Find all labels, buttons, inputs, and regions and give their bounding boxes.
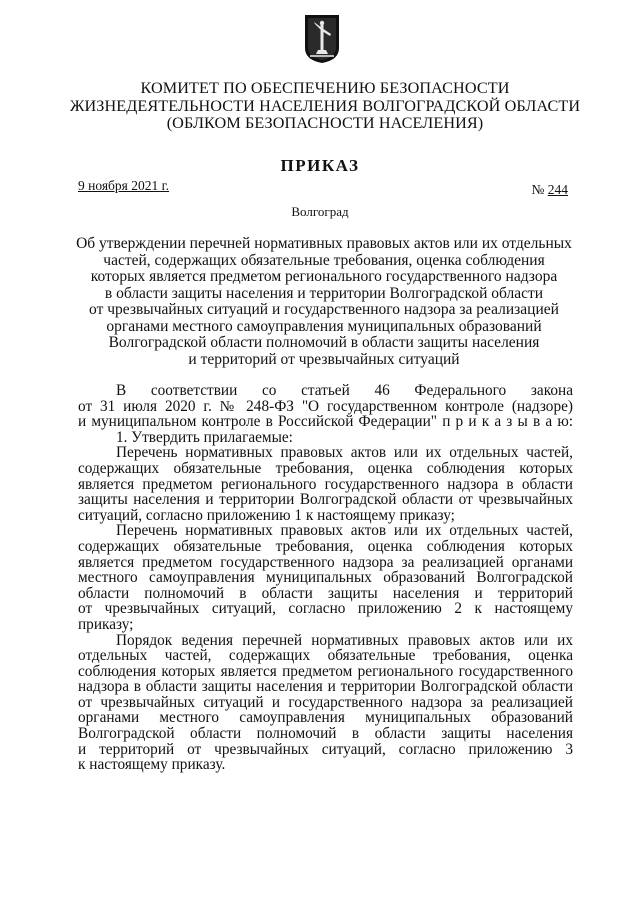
- body-line: местного самоуправления муниципальных образований Волгоградской: [78, 569, 573, 587]
- title-line: в области защиты населения и территории Волгоградской области: [104, 284, 544, 302]
- document-body: [78, 383, 573, 773]
- body-line: от чрезвычайных ситуаций, согласно приложению 2 к настоящему: [78, 600, 573, 618]
- body-line: Перечень нормативных правовых актов или их отдельных частей,: [116, 444, 573, 462]
- body-line: от 31 июля 2020 г. № 248-ФЗ "О государственном контроле (надзоре): [78, 397, 573, 415]
- title-line: от чрезвычайных ситуаций и государственного надзора за реализацией: [89, 301, 559, 318]
- document-type: ПРИКАЗ: [280, 156, 360, 175]
- body-line: содержащих обязательные требования, оценка соблюдения которых: [78, 459, 573, 477]
- body-line: области полномочий в области защиты населения и территорий: [78, 584, 573, 602]
- body-line: надзора в области защиты населения и территории Волгоградской области: [78, 678, 573, 696]
- body-line: защиты населения и территории Волгоградской области от чрезвычайных: [78, 491, 573, 509]
- header-line: (ОБЛКОМ БЕЗОПАСНОСТИ НАСЕЛЕНИЯ): [166, 114, 484, 132]
- header-line: ЖИЗНЕДЕЯТЕЛЬНОСТИ НАСЕЛЕНИЯ ВОЛГОГРАДСКОЙ ОБЛАСТИ: [69, 96, 581, 115]
- body-line: отдельных частей, содержащих обязательные требования, оценка: [78, 647, 573, 665]
- document-number: [531, 182, 568, 198]
- body-line: и муниципальном контроле в Российской Федерации" п р и к а з ы в а ю:: [78, 413, 573, 431]
- title-line: Об утверждении перечней нормативных правовых актов или их отдельных: [76, 235, 572, 252]
- body-line: ситуаций, согласно приложению 1 к настоящему приказу;: [78, 506, 455, 524]
- body-line: является предметом регионального государственного надзора в области: [78, 475, 573, 493]
- number-prefix: №: [531, 182, 545, 197]
- city: Волгоград: [291, 204, 349, 219]
- coat-of-arms-icon: [304, 14, 340, 64]
- body-line: приказу;: [78, 615, 134, 633]
- document-title: [74, 236, 574, 368]
- body-line: Порядок ведения перечней нормативных правовых актов или их: [116, 631, 573, 649]
- title-line: и территорий от чрезвычайных ситуаций: [188, 350, 460, 368]
- body-line: от чрезвычайных ситуаций и государственного надзора за реализацией: [78, 693, 573, 711]
- number-value: 244: [547, 182, 568, 197]
- body-line: Волгоградской области полномочий в области защиты населения: [78, 725, 573, 743]
- body-line: В соответствии со статьей 46 Федерального закона: [116, 382, 573, 399]
- title-line: органами местного самоуправления муниципальных образований: [106, 317, 542, 335]
- organization-header: [60, 80, 590, 133]
- body-line: Перечень нормативных правовых актов или их отдельных частей,: [116, 522, 573, 540]
- title-line: частей, содержащих обязательные требования, оценка соблюдения: [103, 251, 545, 269]
- body-line: и территорий от чрезвычайных ситуаций, согласно приложению 3: [78, 740, 573, 758]
- body-line: является предметом государственного надзора за реализацией органами: [78, 553, 573, 571]
- body-line: содержащих обязательные требования, оценка соблюдения которых: [78, 537, 573, 555]
- body-line: к настоящему приказу.: [78, 756, 226, 774]
- body-line: 1. Утвердить прилагаемые:: [116, 428, 293, 446]
- document-date: 9 ноября 2021 г.: [78, 178, 170, 193]
- header-line: КОМИТЕТ ПО ОБЕСПЕЧЕНИЮ БЕЗОПАСНОСТИ: [140, 79, 510, 97]
- title-line: Волгоградской области полномочий в области защиты населения: [108, 334, 540, 351]
- title-line: которых является предметом регионального государственного надзора: [90, 268, 558, 285]
- body-line: органами местного самоуправления муниципальных образований: [78, 709, 573, 727]
- body-line: соблюдения которых является предметом регионального государственного: [78, 662, 573, 680]
